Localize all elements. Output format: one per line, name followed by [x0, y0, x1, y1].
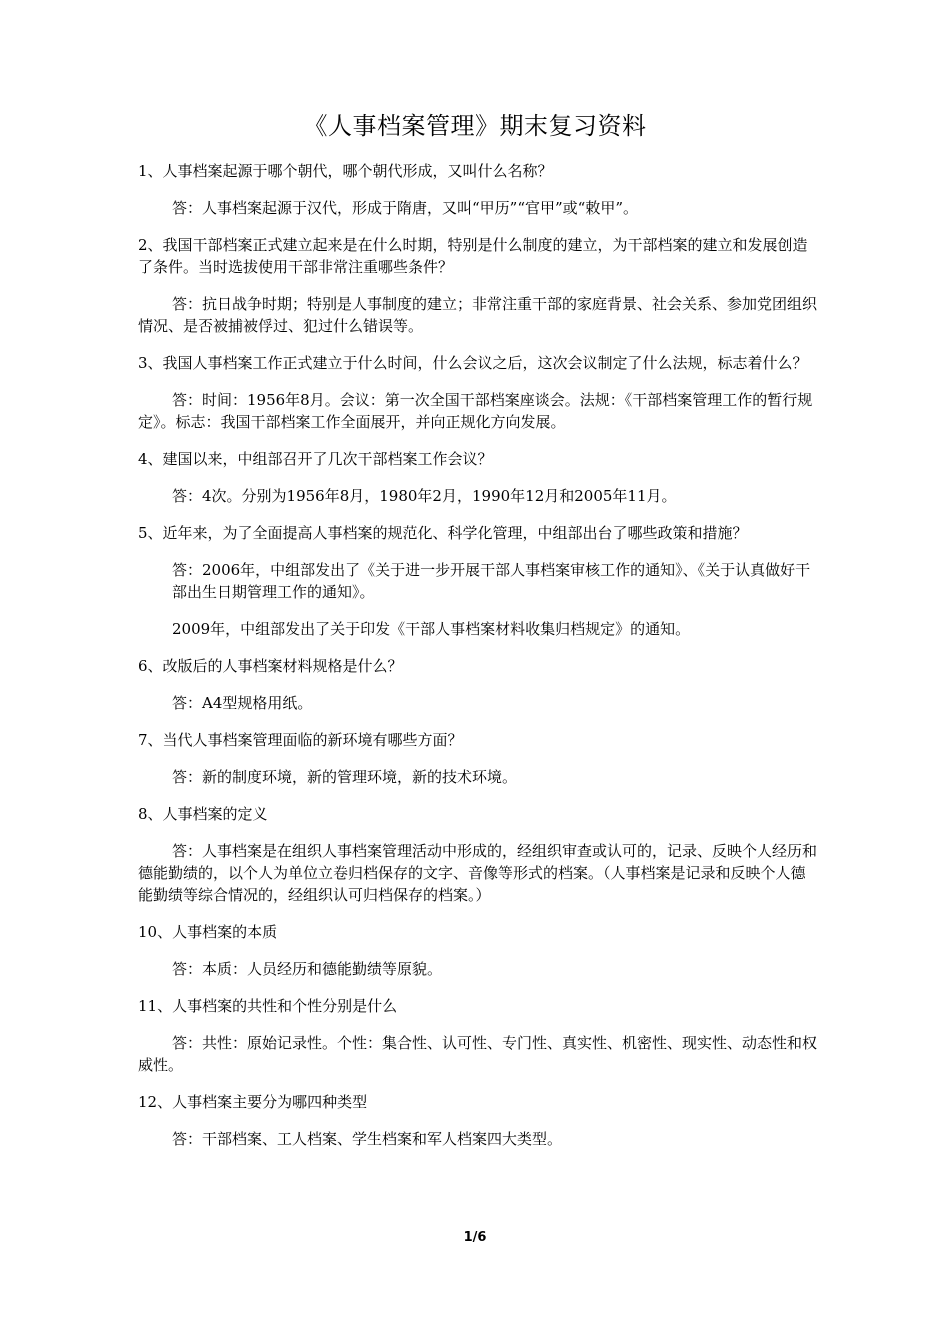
question-4: 4、建国以来，中组部召开了几次干部档案工作会议？ [138, 450, 493, 468]
question-12: 12、人事档案主要分为哪四种类型 [138, 1093, 368, 1111]
answer-12: 答：干部档案、工人档案、学生档案和军人档案四大类型。 [172, 1130, 563, 1148]
question-6: 6、改版后的人事档案材料规格是什么？ [138, 657, 403, 675]
question-2: 2、我国干部档案正式建立起来是在什么时期，特别是什么制度的建立，为干部档案的建立和发展创造了条件。当时选拔使用干部非常注重哪些条件？ [138, 236, 808, 276]
answer-1: 答：人事档案起源于汉代，形成于隋唐，又叫“甲历”“官甲”或“敕甲”。 [172, 199, 639, 217]
answer-10: 答：本质：人员经历和德能勤绩等原貌。 [172, 960, 443, 978]
answer-3: 答：时间：1956年8月。会议：第一次全国干部档案座谈会。法规：《干部档案管理工作的暂行规定》。标志：我国干部档案工作全面展开，并向正规化方向发展。 [138, 391, 813, 431]
question-7: 7、当代人事档案管理面临的新环境有哪些方面？ [138, 731, 463, 749]
answer-6: 答：A4型规格用纸。 [172, 694, 313, 712]
question-5: 5、近年来，为了全面提高人事档案的规范化、科学化管理，中组部出台了哪些政策和措施？ [138, 524, 748, 542]
answer-4: 答：4次。分别为1956年8月，1980年2月，1990年12月和2005年11月。 [172, 487, 677, 505]
answer-5-part-1: 答：2006年，中组部发出了《关于进一步开展干部人事档案审核工作的通知》、《关于认真做好干部出生日期管理工作的通知》。 [172, 561, 811, 601]
question-3: 3、我国人事档案工作正式建立于什么时间，什么会议之后，这次会议制定了什么法规，标志着什么？ [138, 354, 808, 372]
question-1: 1、人事档案起源于哪个朝代，哪个朝代形成，又叫什么名称？ [138, 162, 553, 180]
qa-list [138, 160, 818, 1165]
question-8: 8、人事档案的定义 [138, 805, 268, 823]
document-title: 《人事档案管理》期末复习资料 [303, 112, 647, 140]
page-number: 1/6 [463, 1230, 487, 1245]
answer-2: 答：抗日战争时期；特别是人事制度的建立；非常注重干部的家庭背景、社会关系、参加党团组织情况、是否被捕被俘过、犯过什么错误等。 [138, 295, 818, 335]
answer-8: 答：人事档案是在组织人事档案管理活动中形成的，经组织审查或认可的，记录、反映个人经历和德能勤绩的，以个人为单位立卷归档保存的文字、音像等形式的档案。（人事档案是记录和反映个人德能勤绩等综合情况的，经组织认可归档保存的档案。） [138, 842, 818, 904]
answer-11: 答：共性：原始记录性。个性：集合性、认可性、专门性、真实性、机密性、现实性、动态性和权威性。 [138, 1034, 818, 1074]
answer-5-part-2: 2009年，中组部发出了关于印发《干部人事档案材料收集归档规定》的通知。 [172, 620, 691, 638]
question-11: 11、人事档案的共性和个性分别是什么 [138, 997, 398, 1015]
question-10: 10、人事档案的本质 [138, 923, 278, 941]
answer-7: 答：新的制度环境，新的管理环境，新的技术环境。 [172, 768, 518, 786]
